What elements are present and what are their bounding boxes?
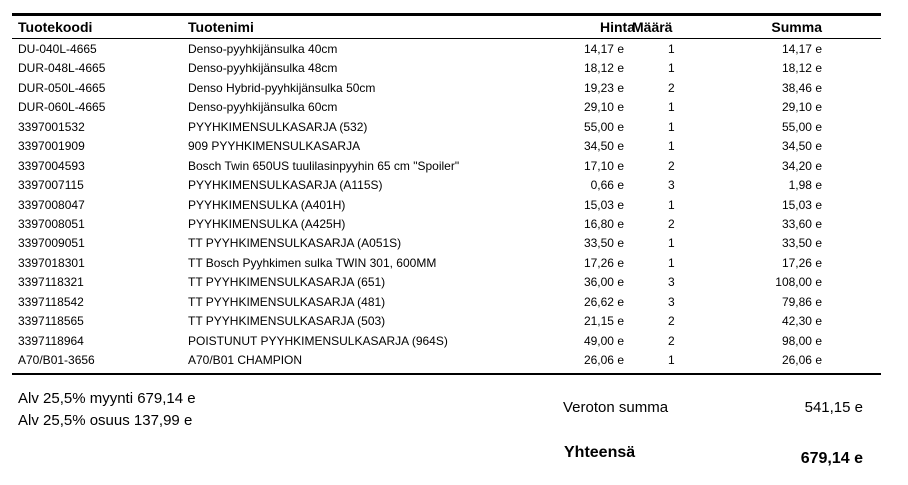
cell-total: 33,60 e: [781, 216, 822, 231]
cell-qty: 1: [668, 100, 675, 115]
cell-total: 14,17 e: [781, 42, 822, 56]
cell-name: 909 PYYHKIMENSULKASARJA: [188, 139, 361, 154]
table-row: [12, 331, 881, 350]
cell-name: TT PYYHKIMENSULKASARJA (481): [188, 294, 386, 309]
cell-code: DUR-060L-4665: [18, 100, 106, 115]
header-qty: Määrä: [632, 19, 673, 35]
cell-total: 108,00 e: [775, 275, 822, 290]
table-header: [12, 17, 881, 39]
table-row: [12, 350, 881, 369]
cell-code: 3397118321: [18, 275, 84, 290]
cell-code: 3397118964: [18, 333, 84, 348]
cell-total: 15,03 e: [781, 197, 822, 212]
vat-sales-text: Alv 25,5% myynti 679,14 e: [18, 390, 196, 407]
table-row: [12, 175, 881, 194]
cell-name: Denso Hybrid-pyyhkijänsulka 50cm: [188, 80, 376, 95]
cell-qty: 2: [668, 80, 675, 95]
cell-code: 3397118565: [18, 314, 84, 329]
header-code: Tuotekoodi: [18, 19, 93, 35]
cell-total: 26,06 e: [781, 353, 822, 367]
cell-total: 18,12 e: [781, 61, 822, 76]
cell-name: TT PYYHKIMENSULKASARJA (651): [188, 275, 386, 290]
cell-price: 34,50 e: [583, 139, 624, 154]
cell-total: 55,00 e: [781, 119, 822, 134]
cell-code: 3397004593: [18, 158, 85, 173]
cell-qty: 1: [668, 197, 675, 212]
cell-price: 16,80 e: [583, 216, 624, 231]
table-row: [12, 214, 881, 233]
cell-total: 98,00 e: [781, 333, 822, 348]
header-price: Hinta: [600, 19, 635, 35]
table-body: [12, 39, 881, 369]
cell-qty: 3: [668, 294, 675, 309]
cell-total: 17,26 e: [781, 255, 822, 270]
cell-price: 36,00 e: [583, 275, 624, 290]
net-total-value: 541,15 e: [804, 399, 863, 416]
cell-qty: 3: [668, 275, 675, 290]
table-row: [12, 97, 881, 116]
cell-price: 14,17 e: [583, 42, 624, 56]
cell-code: A70/B01-3656: [18, 353, 95, 367]
cell-code: DUR-050L-4665: [18, 80, 106, 95]
cell-code: 3397008051: [18, 216, 85, 231]
cell-name: PYYHKIMENSULKASARJA (A115S): [188, 178, 383, 193]
cell-code: 3397007115: [18, 178, 84, 193]
cell-name: PYYHKIMENSULKA (A425H): [188, 216, 346, 231]
cell-price: 21,15 e: [583, 314, 624, 329]
cell-price: 15,03 e: [583, 197, 624, 212]
table-row: [12, 253, 881, 272]
cell-code: 3397118542: [18, 294, 84, 309]
header-name: Tuotenimi: [188, 19, 254, 35]
cell-name: POISTUNUT PYYHKIMENSULKASARJA (964S): [188, 333, 448, 348]
cell-price: 17,26 e: [583, 255, 624, 270]
table-row: [12, 39, 881, 58]
cell-qty: 1: [668, 42, 675, 56]
table-row: [12, 117, 881, 136]
cell-price: 17,10 e: [583, 158, 624, 173]
header-top-rule: [12, 13, 881, 16]
table-row: [12, 195, 881, 214]
grand-total-value: 679,14 e: [800, 450, 863, 467]
cell-name: TT PYYHKIMENSULKASARJA (503): [188, 314, 386, 329]
cell-code: 3397001532: [18, 119, 85, 134]
cell-total: 34,20 e: [781, 158, 822, 173]
cell-price: 26,62 e: [583, 294, 624, 309]
cell-total: 79,86 e: [781, 294, 822, 309]
cell-price: 19,23 e: [583, 80, 624, 95]
cell-qty: 1: [668, 119, 675, 134]
table-row: [12, 272, 881, 291]
grand-total-label: Yhteensä: [564, 444, 636, 461]
cell-code: 3397001909: [18, 139, 85, 154]
cell-price: 18,12 e: [583, 61, 624, 76]
table-row: [12, 156, 881, 175]
cell-name: TT PYYHKIMENSULKASARJA (A051S): [188, 236, 402, 251]
table-row: [12, 233, 881, 252]
net-total-label: Veroton summa: [563, 399, 669, 416]
cell-code: 3397018301: [18, 255, 85, 270]
cell-qty: 2: [668, 333, 675, 348]
cell-qty: 2: [668, 314, 675, 329]
cell-name: Denso-pyyhkijänsulka 40cm: [188, 42, 338, 56]
cell-code: 3397008047: [18, 197, 85, 212]
table-row: [12, 136, 881, 155]
cell-name: Bosch Twin 650US tuulilasinpyyhin 65 cm "Spoiler": [188, 158, 460, 173]
cell-price: 26,06 e: [583, 353, 624, 367]
cell-total: 33,50 e: [781, 236, 822, 251]
cell-code: DU-040L-4665: [18, 42, 97, 56]
cell-price: 33,50 e: [583, 236, 624, 251]
cell-qty: 2: [668, 158, 675, 173]
cell-price: 55,00 e: [583, 119, 624, 134]
cell-qty: 1: [668, 61, 675, 76]
cell-name: PYYHKIMENSULKA (A401H): [188, 197, 346, 212]
cell-code: DUR-048L-4665: [18, 61, 106, 76]
cell-total: 34,50 e: [781, 139, 822, 154]
table-row: [12, 292, 881, 311]
cell-name: TT Bosch Pyyhkimen sulka TWIN 301, 600MM: [188, 255, 437, 270]
cell-total: 1,98 e: [788, 178, 822, 193]
cell-code: 3397009051: [18, 236, 85, 251]
cell-price: 0,66 e: [590, 178, 624, 193]
cell-total: 42,30 e: [781, 314, 822, 329]
cell-qty: 1: [668, 353, 675, 367]
cell-qty: 2: [668, 216, 675, 231]
cell-price: 49,00 e: [583, 333, 624, 348]
cell-total: 38,46 e: [781, 80, 822, 95]
cell-qty: 3: [668, 178, 675, 193]
cell-total: 29,10 e: [781, 100, 822, 115]
cell-name: A70/B01 CHAMPION: [188, 353, 303, 367]
table-row: [12, 311, 881, 330]
cell-name: PYYHKIMENSULKASARJA (532): [188, 119, 368, 134]
cell-qty: 1: [668, 236, 675, 251]
header-total: Summa: [771, 19, 822, 35]
cell-name: Denso-pyyhkijänsulka 48cm: [188, 61, 338, 76]
table-row: [12, 58, 881, 77]
cell-qty: 1: [668, 255, 675, 270]
cell-name: Denso-pyyhkijänsulka 60cm: [188, 100, 338, 115]
vat-share-text: Alv 25,5% osuus 137,99 e: [18, 412, 193, 429]
cell-price: 29,10 e: [583, 100, 624, 115]
table-row: [12, 78, 881, 97]
cell-qty: 1: [668, 139, 675, 154]
table-bottom-rule: [12, 373, 881, 375]
